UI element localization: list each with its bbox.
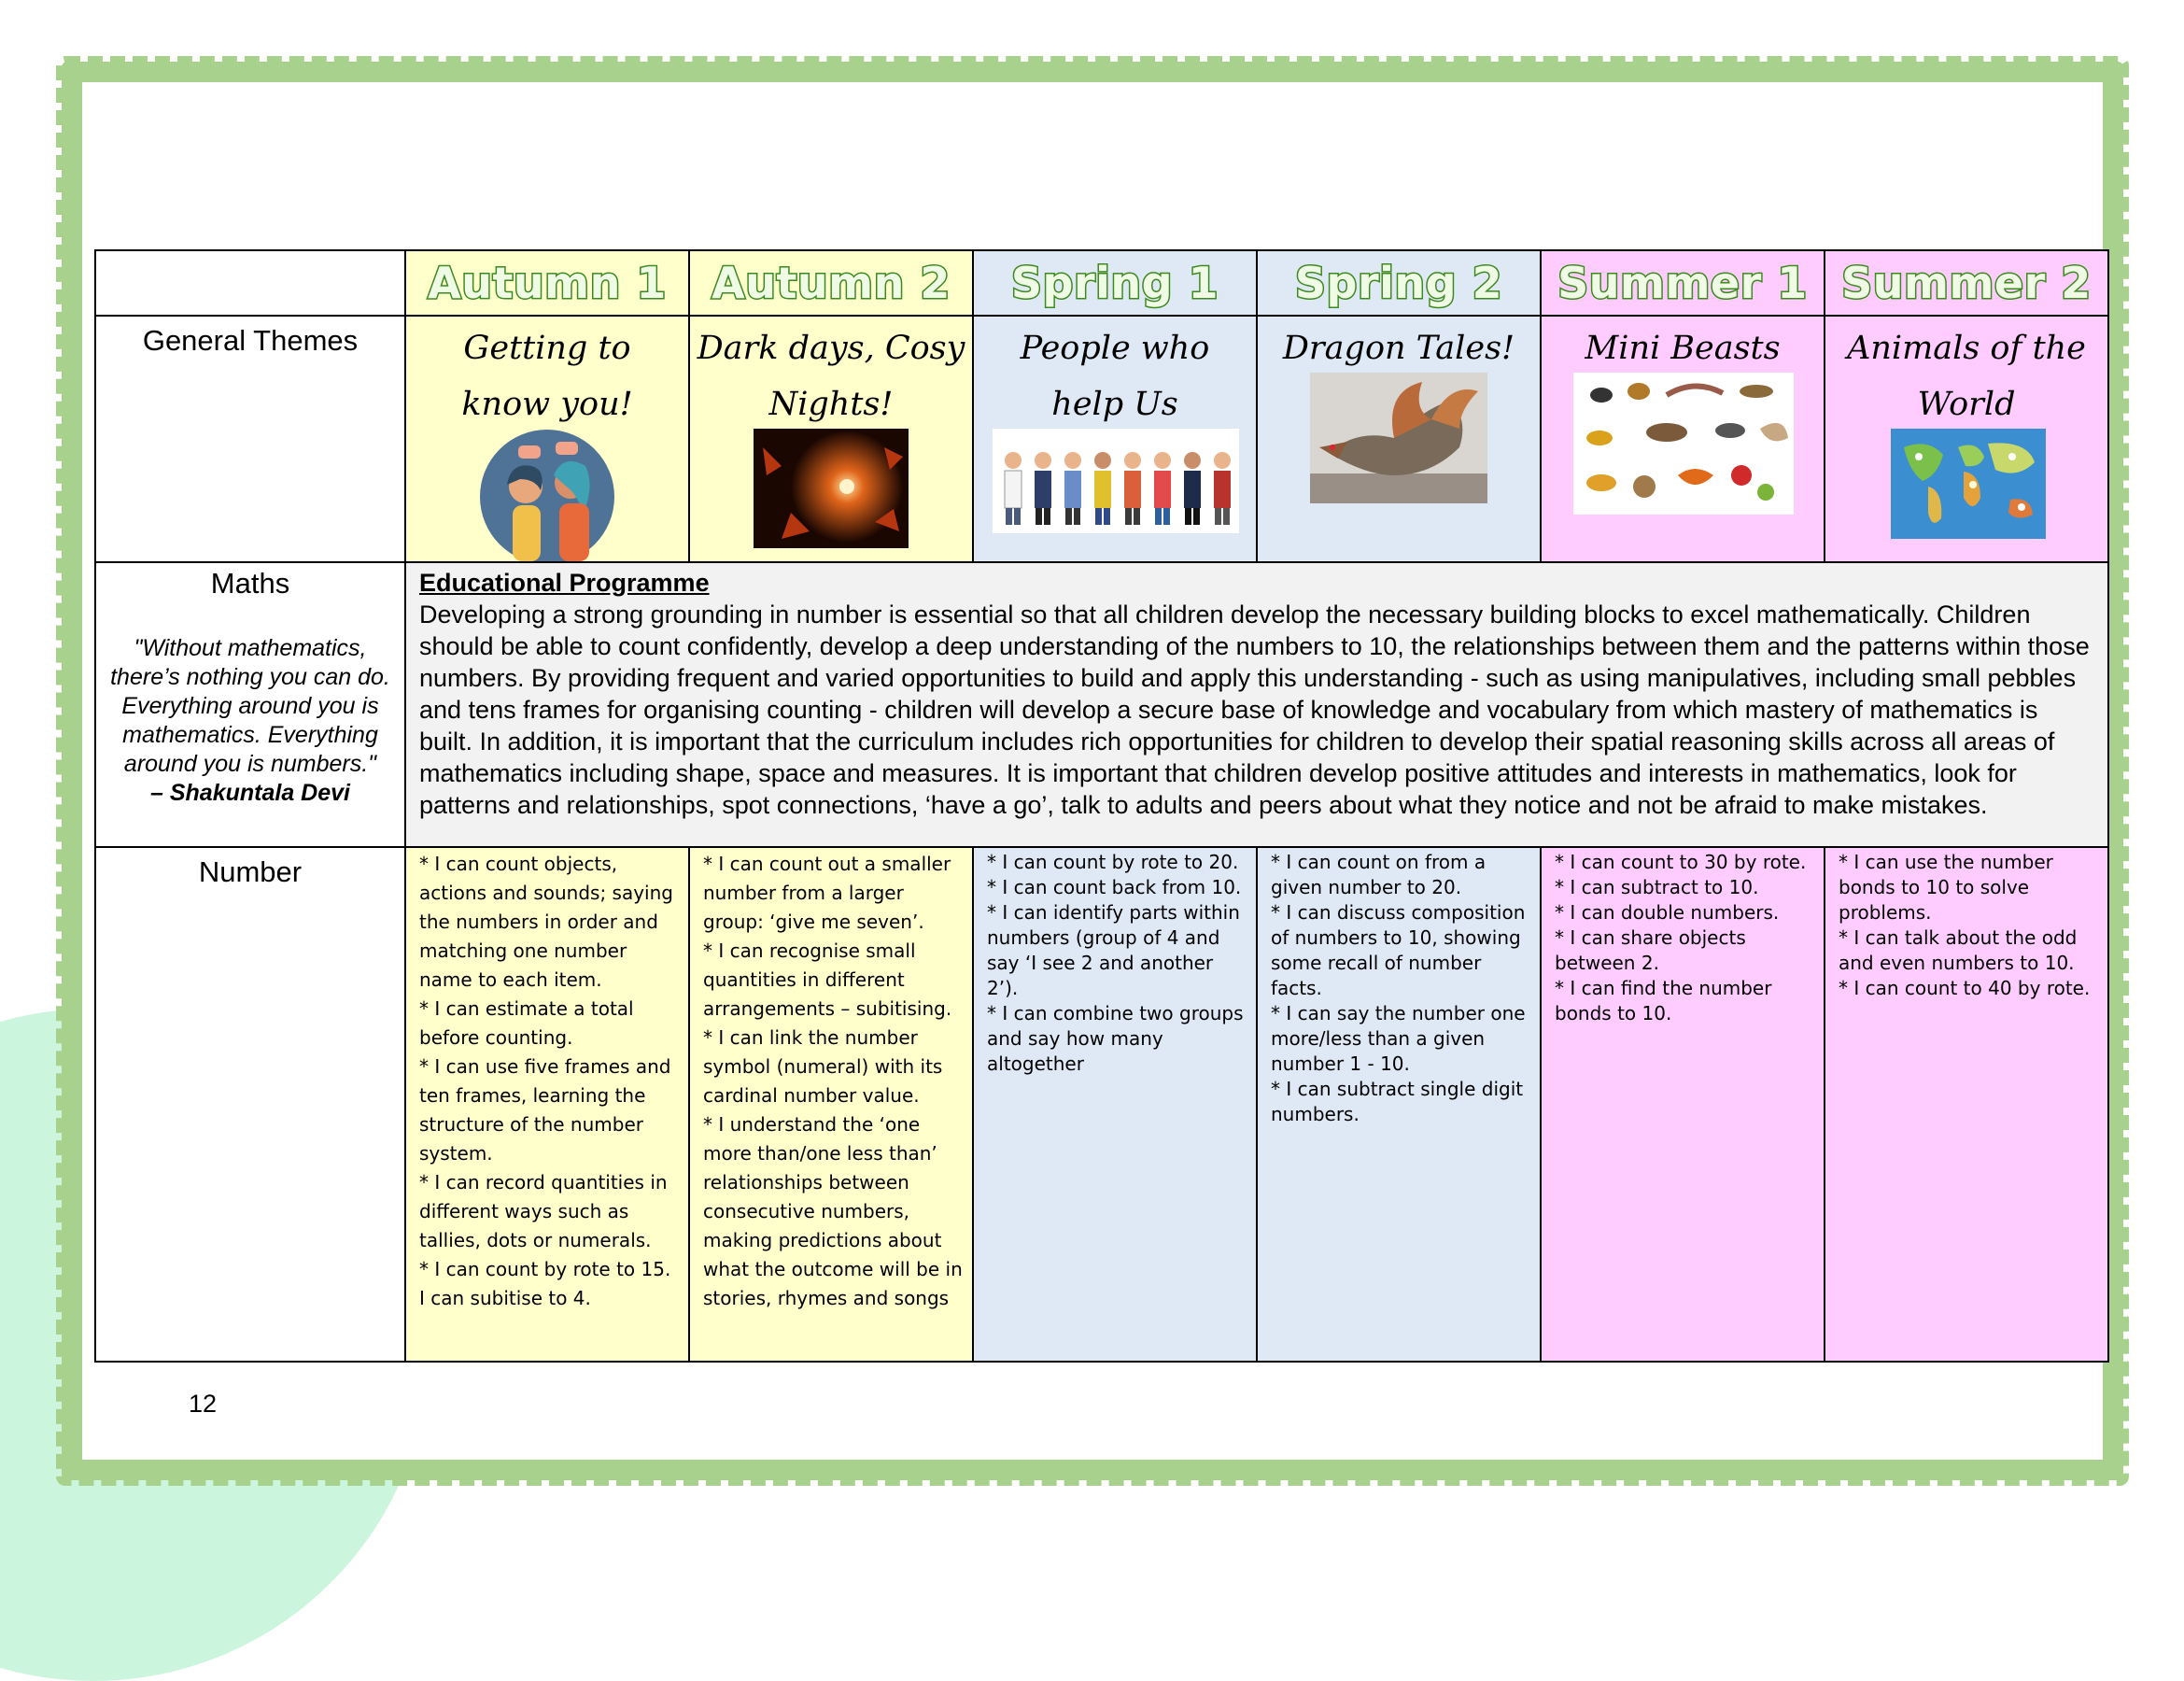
educational-programme-text: Developing a strong grounding in number is essential so that all children develop the necessary building blocks to excel mathematically. Children should be able to count confidently, develop a deep understanding of the numbers to 10, the relationships between them and the patterns within those numbers. By providing frequent and varied opportunities to build and apply this understanding - such as using manipulatives, including small pebbles and tens frames for organising counting - children will develop a secure base of knowledge and vocabulary from which mastery of mathematics is built. In addition, it is important that the curriculum includes rich opportunities for children to develop their spatial reasoning skills across all areas of mathematics including shape, space and measures. It is important that children develop positive attitudes and interests in mathematics, look for patterns and relationships, spot connections, ‘have a go’, talk to adults and peers about what they notice and not be afraid to make mistakes. <box>419 600 2090 819</box>
community-helpers-illustration <box>993 429 1239 533</box>
theme-title-line: People who <box>1020 330 1210 367</box>
number-statements-summer-1: * I can count to 30 by rote. * I can subtract to 10. * I can double numbers. * I can share objects between 2. * I can find the number bonds to 10. <box>1542 848 1825 1363</box>
theme-title <box>974 317 1256 432</box>
theme-cell-spring-2 <box>1258 317 1542 563</box>
row-label-general-themes: General Themes <box>94 317 406 563</box>
theme-title <box>406 317 688 432</box>
term-heading-spring-1: Spring 1 <box>974 249 1258 317</box>
theme-title <box>1258 317 1540 376</box>
theme-title-line: help Us <box>1051 386 1178 423</box>
term-heading-spring-2: Spring 2 <box>1258 249 1542 317</box>
number-statements-summer-2: * I can use the number bonds to 10 to solve problems. * I can talk about the odd and even numbers to 10. * I can count to 40 by rote. <box>1825 848 2109 1363</box>
educational-programme-title: Educational Programme <box>419 569 710 597</box>
quote-line: Everything around you is <box>121 693 379 719</box>
quote-line: mathematics. Everything <box>122 722 378 748</box>
theme-cell-summer-2 <box>1825 317 2109 563</box>
animal-world-map <box>1891 429 2046 539</box>
quote-author: – Shakuntala Devi <box>150 780 350 806</box>
row-label-number: Number <box>94 848 406 1363</box>
quote-line: "Without mathematics, <box>134 635 367 661</box>
number-statements-spring-1: * I can count by rote to 20. * I can count back from 10. * I can identify parts within numbers (group of 4 and say ‘I see 2 and another 2’). * I can combine two groups and say how many altogether <box>974 848 1258 1363</box>
educational-programme-cell <box>406 563 2109 848</box>
number-statements-autumn-2: * I can count out a smaller number from a larger group: ‘give me seven’. * I can recognise small quantities in different arrangements – subitising. * I can link the number symbol (numeral) with its cardinal number value. * I understand the ‘one more than/one less than’ relationships between consecutive numbers, making predictions about what the outcome will be in stories, rhymes and songs <box>690 848 974 1363</box>
term-heading-summer-1: Summer 1 <box>1542 249 1825 317</box>
quote-line: around you is numbers." <box>123 751 377 777</box>
theme-cell-autumn-1 <box>406 317 690 563</box>
corner-cell <box>94 249 406 317</box>
maths-label-cell <box>94 563 406 848</box>
maths-quote <box>96 634 404 808</box>
theme-title-line: Getting to <box>463 330 631 367</box>
theme-cell-spring-1 <box>974 317 1258 563</box>
row-label-maths: Maths <box>210 567 290 600</box>
page-number: 12 <box>189 1390 218 1418</box>
curriculum-table <box>94 249 2109 1363</box>
theme-title <box>1542 317 1824 376</box>
number-statements-spring-2: * I can count on from a given number to 20. * I can discuss composition of numbers to 10, showing some recall of number facts. * I can say the number one more/less than a given number 1 - 10. * I can subtract single digit numbers. <box>1258 848 1542 1363</box>
term-heading-autumn-1: Autumn 1 <box>406 249 690 317</box>
theme-title-line: Dragon Tales! <box>1282 330 1515 367</box>
theme-title-line: know you! <box>461 386 633 423</box>
dragon-statue-photo <box>1310 373 1487 503</box>
term-heading-autumn-2: Autumn 2 <box>690 249 974 317</box>
theme-cell-autumn-2 <box>690 317 974 563</box>
theme-title-line: Dark days, Cosy <box>697 330 965 367</box>
quote-line: there’s nothing you can do. <box>110 664 390 690</box>
lantern-in-autumn-leaves-photo <box>754 429 909 548</box>
theme-title-line: Animals of the <box>1847 330 2086 367</box>
friends-talking-illustration <box>479 429 615 563</box>
insects-collage <box>1573 373 1794 515</box>
theme-title-line: Mini Beasts <box>1585 330 1781 367</box>
term-heading-summer-2: Summer 2 <box>1825 249 2109 317</box>
theme-title <box>1825 317 2107 432</box>
number-statements-autumn-1: * I can count objects, actions and sounds; saying the numbers in order and matching one number name to each item. * I can estimate a total before counting. * I can use five frames and ten frames, learning the structure of the number system. * I can record quantities in different ways such as tallies, dots or numerals. * I can count by rote to 15. I can subitise to 4. <box>406 848 690 1363</box>
theme-title <box>690 317 972 432</box>
theme-title-line: World <box>1917 386 2016 423</box>
theme-title-line: Nights! <box>768 386 894 423</box>
theme-cell-summer-1 <box>1542 317 1825 563</box>
